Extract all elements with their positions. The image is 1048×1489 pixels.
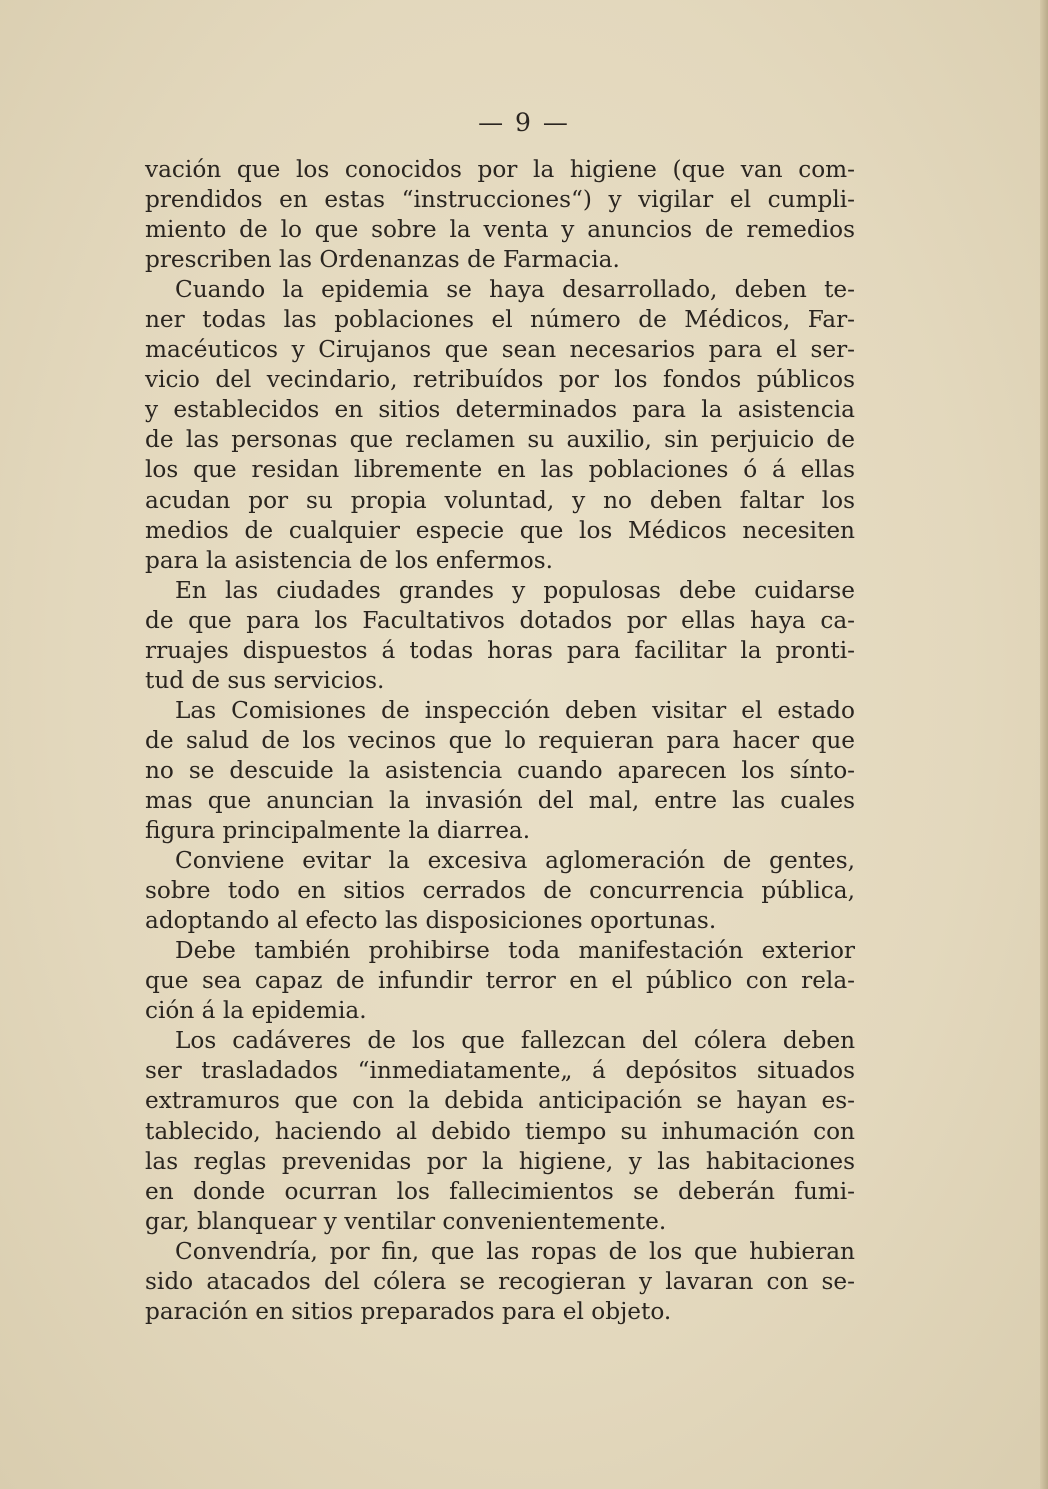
text-line: no se descuide la asistencia cuando aparecen los sínto- [145,756,855,784]
text-line: Convendría, por fin, que las ropas de los que hubieran [175,1237,855,1265]
text-line: en donde ocurran los fallecimientos se deberán fumi- [145,1177,855,1205]
text-line: Debe también prohibirse toda manifestación exterior [175,937,855,965]
text-line: acudan por su propia voluntad, y no deben faltar los [145,486,855,514]
body-text [145,155,855,1327]
text-line: gar, blanquear y ventilar convenientemente. [145,1207,667,1235]
text-line: ción á la epidemia. [145,997,367,1025]
text-line: Conviene evitar la excesiva aglomeración de gentes, [175,847,855,875]
text-line: prescriben las Ordenanzas de Farmacia. [145,246,620,274]
text-line: mas que anuncian la invasión del mal, entre las cuales [145,786,855,814]
text-line: tud de sus servicios. [145,666,385,694]
text-line: sobre todo en sitios cerrados de concurrencia pública, [145,877,855,905]
text-line: que sea capaz de infundir terror en el público con rela- [145,967,855,995]
text-line: tablecido, haciendo al debido tiempo su inhumación con [145,1117,855,1145]
text-line: En las ciudades grandes y populosas debe cuidarse [175,576,855,604]
text-line: vación que los conocidos por la higiene (que van com- [145,156,855,183]
text-line: vicio del vecindario, retribuídos por los fondos públicos [145,366,855,394]
text-line: extramuros que con la debida anticipación se hayan es- [145,1087,855,1115]
text-line: las reglas prevenidas por la higiene, y las habitaciones [145,1147,855,1175]
text-line: prendidos en estas “instrucciones“) y vigilar el cumpli- [145,186,855,214]
text-line: de las personas que reclamen su auxilio, sin perjuicio de [145,426,855,454]
text-line: Cuando la epidemia se haya desarrollado, deben te- [175,276,855,304]
text-line: de salud de los vecinos que lo requieran para hacer que [145,726,855,754]
text-line: paración en sitios preparados para el objeto. [145,1297,672,1325]
text-line: de que para los Facultativos dotados por ellas haya ca- [145,606,855,634]
text-line: rruajes dispuestos á todas horas para facilitar la pronti- [145,636,855,664]
text-line: los que residan libremente en las poblaciones ó á ellas [145,456,855,484]
text-line: Los cadáveres de los que fallezcan del cólera deben [175,1027,855,1055]
text-line: y establecidos en sitios determinados para la asistencia [145,396,855,424]
text-line: ner todas las poblaciones el número de Médicos, Far- [145,306,855,334]
text-line: figura principalmente la diarrea. [145,817,531,845]
text-line: para la asistencia de los enfermos. [145,546,554,574]
page-edge-shadow [1040,0,1048,1489]
text-line: macéuticos y Cirujanos que sean necesarios para el ser- [145,336,855,364]
page-number: — 9 — [478,108,570,137]
text-line: adoptando al efecto las disposiciones oportunas. [145,907,717,935]
text-line: miento de lo que sobre la venta y anuncios de remedios [145,216,855,244]
text-line: ser trasladados “inmediatamente„ á depósitos situados [145,1057,855,1085]
text-line: sido atacados del cólera se recogieran y lavaran con se- [145,1267,855,1295]
text-line: Las Comisiones de inspección deben visitar el estado [175,696,855,724]
text-line: medios de cualquier especie que los Médicos necesiten [145,516,855,544]
